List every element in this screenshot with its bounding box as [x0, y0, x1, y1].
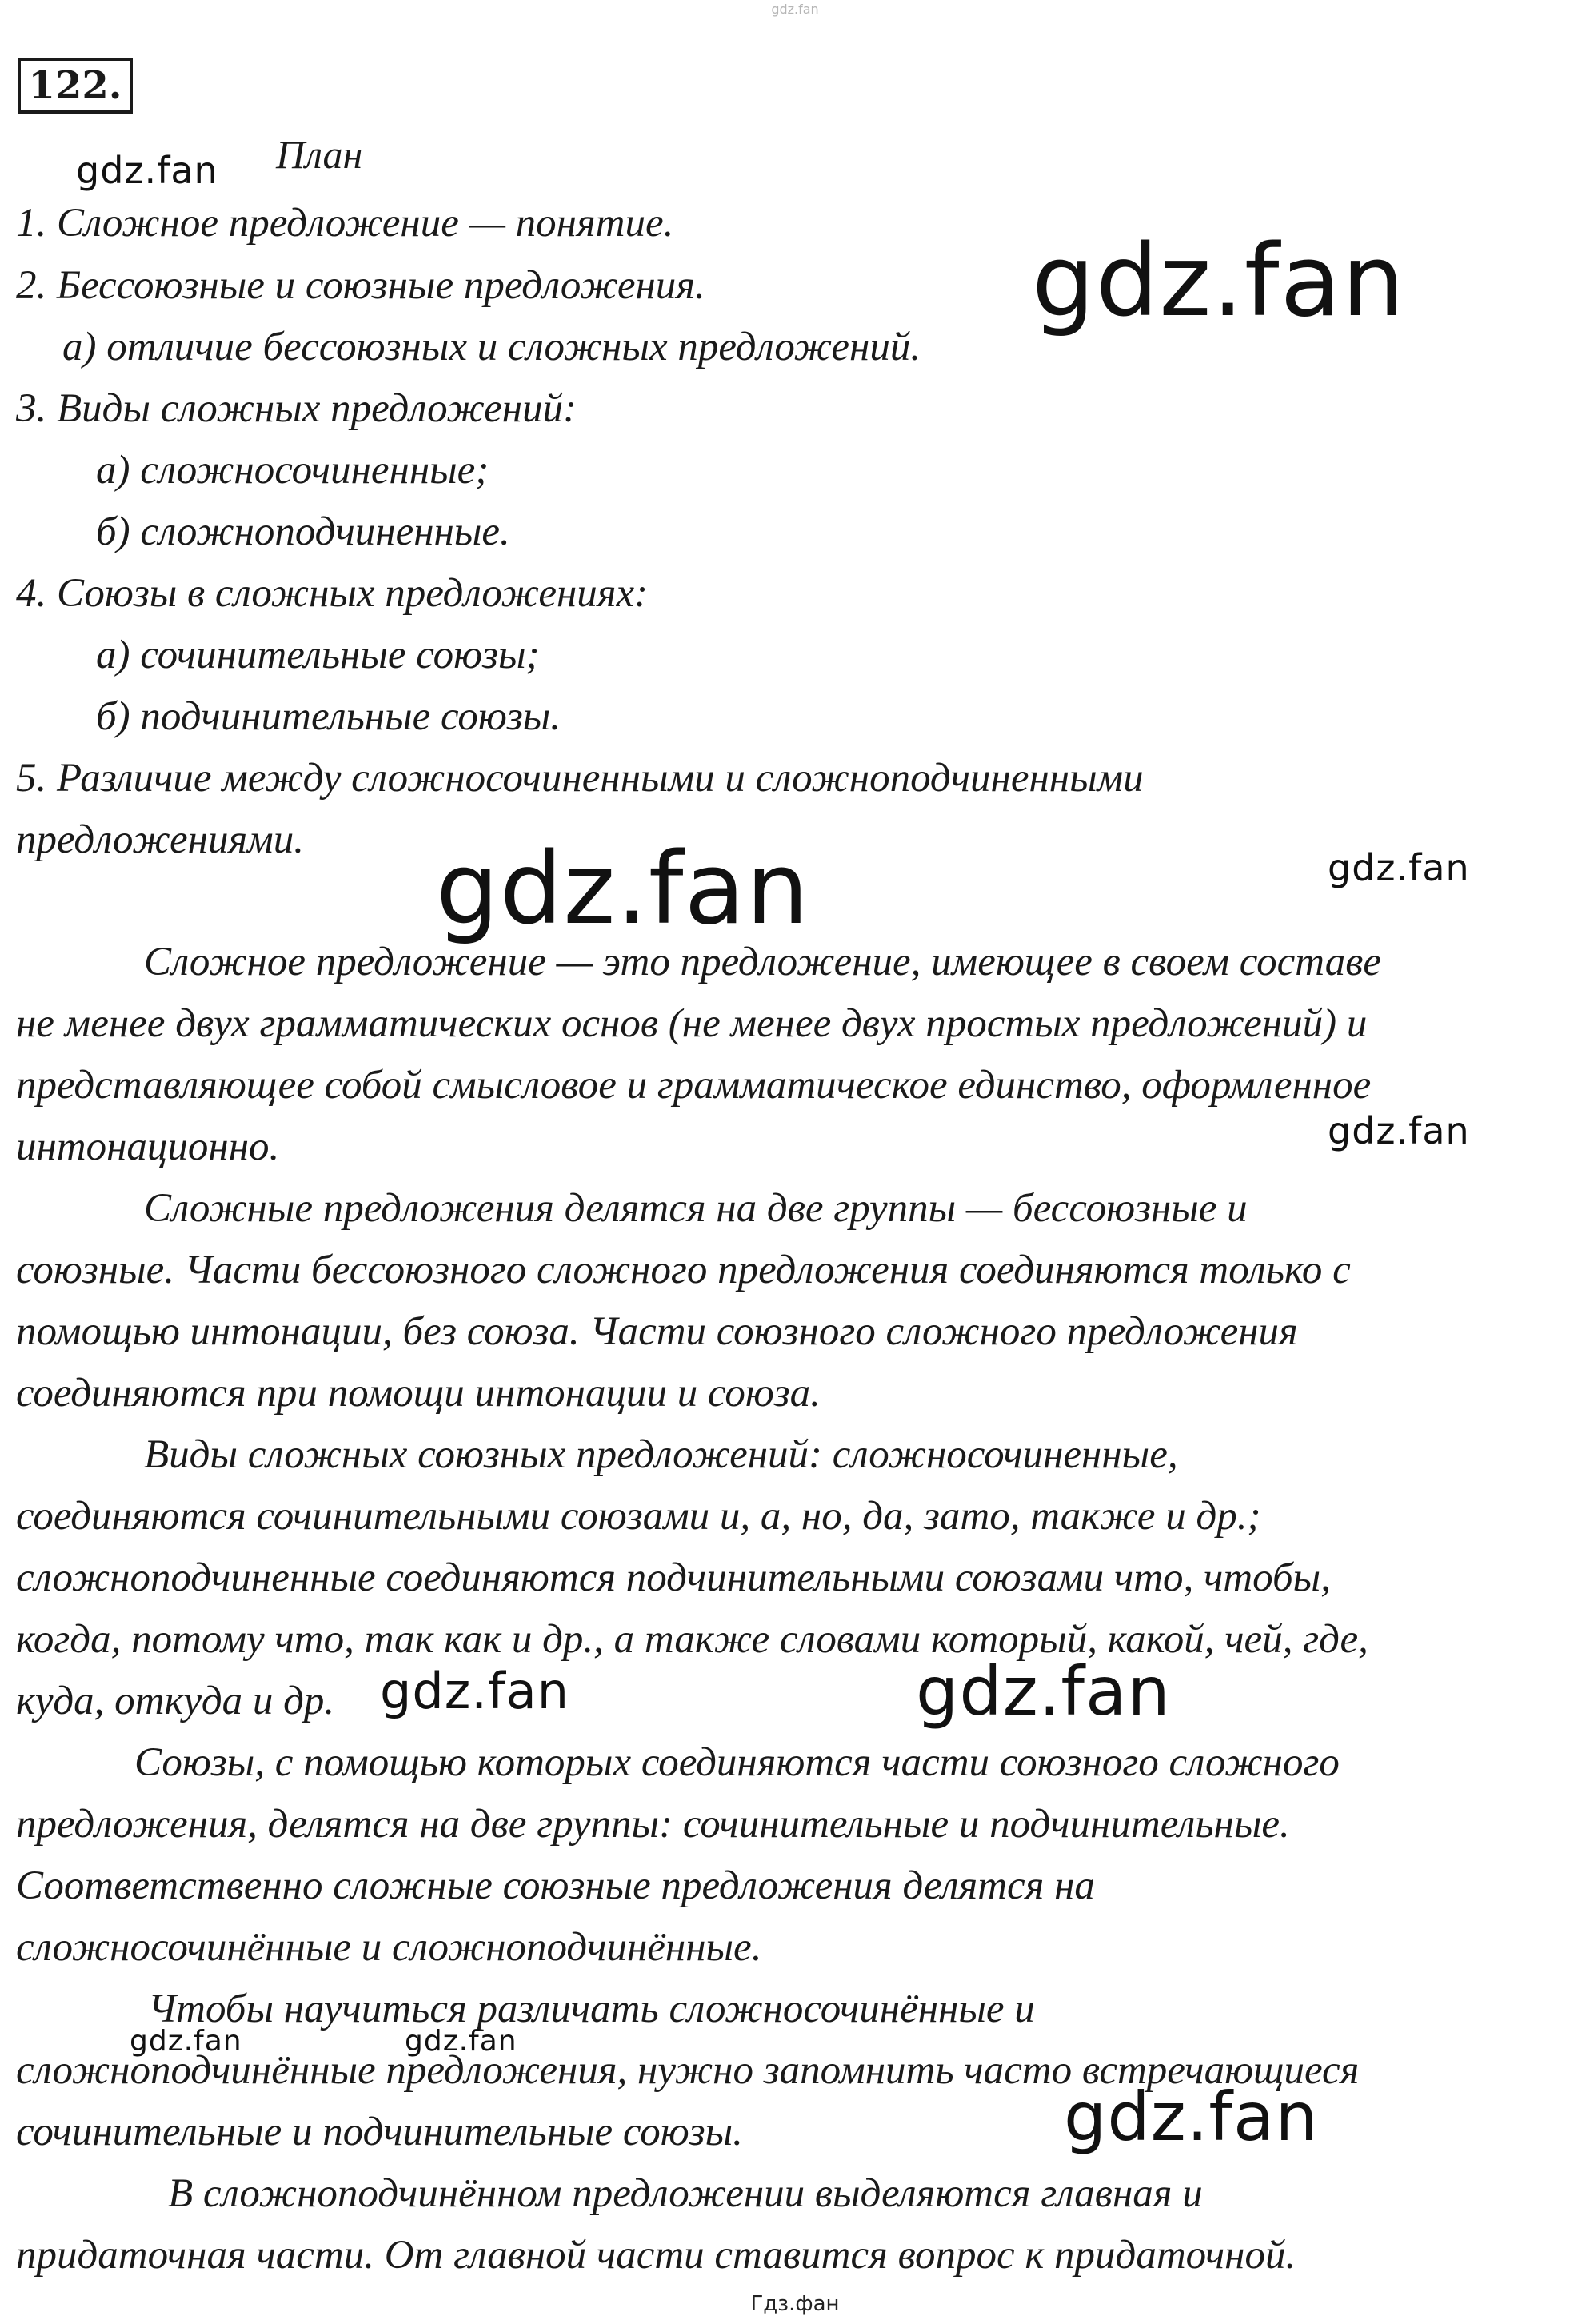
watermark-text: gdz.fan — [380, 1662, 570, 1720]
paragraph-line: В сложноподчинённом предложении выделяются главная и — [168, 2171, 1203, 2216]
paragraph-line: интонационно. — [16, 1124, 280, 1169]
paragraph-line: Сложные предложения делятся на две группы — бессоюзные и — [144, 1186, 1248, 1231]
watermark-text: gdz.fan — [130, 2025, 242, 2058]
plan-item: 2. Бессоюзные и союзные предложения. — [16, 263, 705, 308]
plan-subitem: а) сложносочиненные; — [96, 448, 489, 493]
paragraph-line: представляющее собой смысловое и грамматическое единство, оформленное — [16, 1063, 1372, 1108]
watermark-text: gdz.fan — [916, 1652, 1171, 1731]
plan-subitem: б) сложноподчиненные. — [96, 509, 510, 554]
paragraph-line: придаточная части. От главной части ставится вопрос к придаточной. — [16, 2233, 1296, 2278]
plan-item: 4. Союзы в сложных предложениях: — [16, 571, 649, 616]
paragraph-line: соединяются сочинительными союзами и, а, но, да, зато, также и др.; — [16, 1494, 1261, 1539]
paragraph-line: сложноподчиненные соединяются подчинительными союзами что, чтобы, — [16, 1555, 1331, 1600]
plan-item-continuation: предложениями. — [16, 817, 304, 862]
watermark-text: gdz.fan — [1032, 224, 1406, 339]
plan-subitem: а) отличие бессоюзных и сложных предложений. — [62, 325, 921, 369]
paragraph-line: сложноподчинённые предложения, нужно запомнить часто встречающиеся — [16, 2048, 1360, 2093]
paragraph-line: соединяются при помощи интонации и союза. — [16, 1371, 821, 1416]
paragraph-line: Виды сложных союзных предложений: сложносочиненные, — [144, 1432, 1178, 1477]
plan-item: 5. Различие между сложносочиненными и сложноподчиненными — [16, 756, 1144, 801]
paragraph-line: не менее двух грамматических основ (не менее двух простых предложений) и — [16, 1001, 1368, 1046]
bottom-watermark: Гдз.фан — [750, 2292, 840, 2316]
paragraph-line: куда, откуда и др. — [16, 1679, 335, 1723]
paragraph-line: Сложное предложение — это предложение, имеющее в своем составе — [144, 940, 1381, 984]
paragraph-line: сочинительные и подчинительные союзы. — [16, 2110, 743, 2154]
watermark-text: gdz.fan — [405, 2025, 517, 2058]
watermark-text: gdz.fan — [1064, 2078, 1319, 2156]
paragraph-line: помощью интонации, без союза. Части союзного сложного предложения — [16, 1309, 1298, 1354]
watermark-text: gdz.fan — [76, 149, 218, 192]
watermark-text: gdz.fan — [1328, 1109, 1470, 1152]
paragraph-line: Соответственно сложные союзные предложения делятся на — [16, 1863, 1095, 1908]
paragraph-line: Чтобы научиться различать сложносочинённые и — [148, 1987, 1035, 2031]
plan-item: 3. Виды сложных предложений: — [16, 386, 577, 431]
paragraph-line: сложносочинённые и сложноподчинённые. — [16, 1925, 762, 1970]
plan-subitem: а) сочинительные союзы; — [96, 633, 540, 677]
paragraph-line: когда, потому что, так как и др., а также словами который, какой, чей, где, — [16, 1617, 1368, 1662]
paragraph-line: предложения, делятся на две группы: сочинительные и подчинительные. — [16, 1802, 1290, 1847]
top-watermark: gdz.fan — [771, 2, 819, 17]
plan-item: 1. Сложное предложение — понятие. — [16, 201, 674, 246]
plan-subitem: б) подчинительные союзы. — [96, 694, 561, 739]
paragraph-line: союзные. Части бессоюзного сложного предложения соединяются только с — [16, 1248, 1351, 1292]
task-number-box: 122. — [18, 58, 133, 114]
watermark-text: gdz.fan — [1328, 846, 1470, 889]
plan-title: План — [276, 132, 363, 177]
paragraph-line: Союзы, с помощью которых соединяются части союзного сложного — [134, 1740, 1340, 1785]
watermark-text: gdz.fan — [436, 832, 810, 947]
